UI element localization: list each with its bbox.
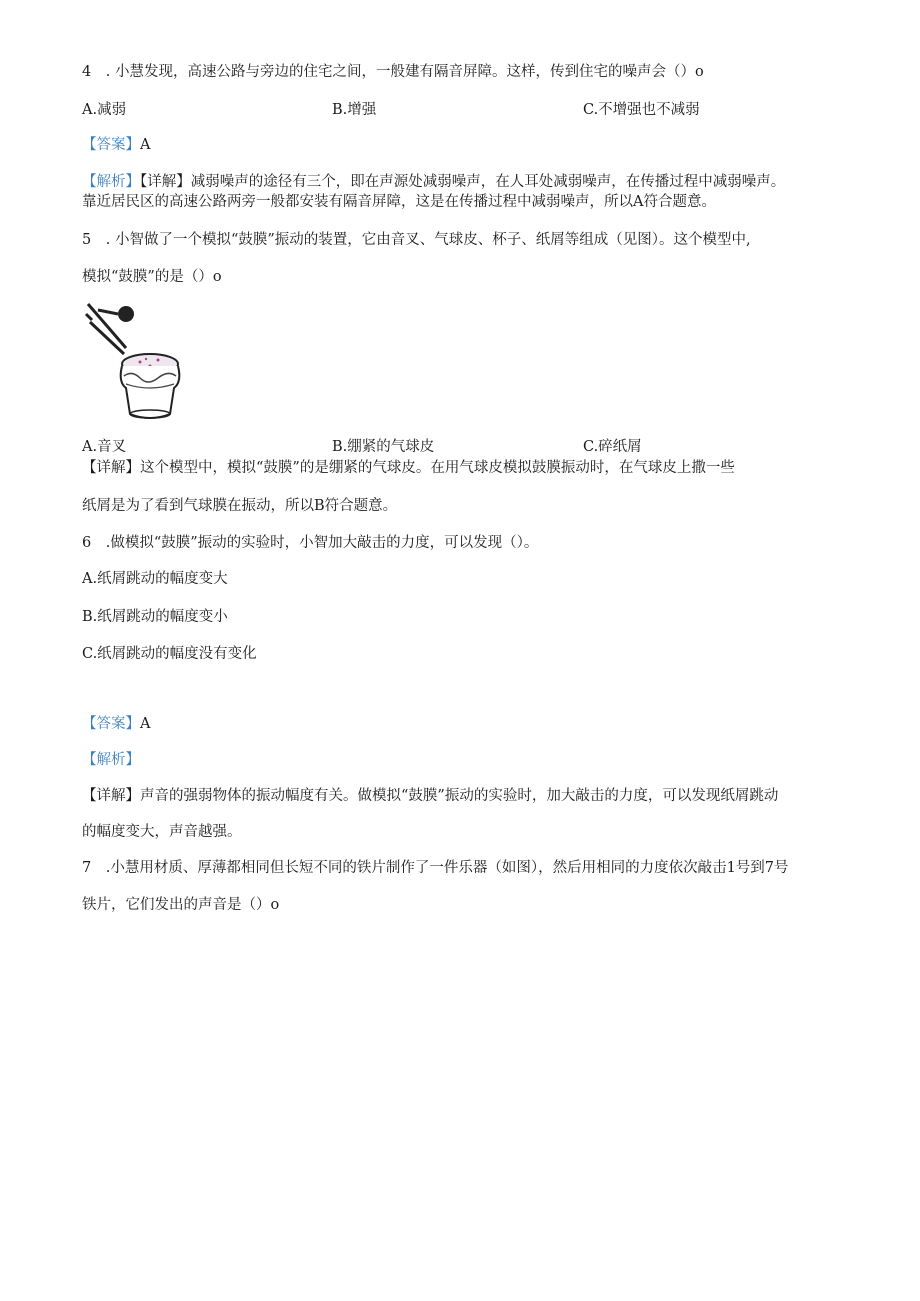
q4-option-c: C.不增强也不减弱 xyxy=(583,102,700,118)
q5-stem-line2: 模拟“鼓膜”的是（）o xyxy=(82,269,222,285)
answer-value: A xyxy=(140,137,151,153)
q4-option-b: B.增强 xyxy=(332,102,377,118)
q5-option-b: B.绷紧的气球皮 xyxy=(332,439,435,455)
analysis-tag: 【解析】 xyxy=(82,174,140,190)
q5-option-a: A.音叉 xyxy=(82,439,127,455)
answer-tag: 【答案】 xyxy=(82,137,140,153)
q4-option-a: A.减弱 xyxy=(82,102,127,118)
q6-detail-line1: 【详解】声音的强弱物体的振动幅度有关。做模拟“鼓膜”振动的实验时，加大敲击的力度，可以发现纸屑跳动 xyxy=(82,788,779,804)
q6-analysis-tag: 【解析】 xyxy=(82,752,140,768)
tuning-fork-drum-model-illustration xyxy=(84,296,194,424)
q4-stem: 4 . 小慧发现，高速公路与旁边的住宅之间，一般建有隔音屏障。这样，传到住宅的噪声会（）o xyxy=(82,64,704,80)
q4-analysis-line2: 靠近居民区的高速公路两旁一般都安装有隔音屏障，这是在传播过程中减弱噪声，所以A符合题意。 xyxy=(82,194,716,210)
q6-option-b: B.纸屑跳动的幅度变小 xyxy=(82,609,228,625)
answer-value: A xyxy=(140,716,151,732)
q6-option-a: A.纸屑跳动的幅度变大 xyxy=(82,571,228,587)
q6-answer xyxy=(82,714,150,734)
tuning-fork-cup-figure xyxy=(84,296,194,424)
q5-option-c: C.碎纸屑 xyxy=(583,439,642,455)
q6-option-c: C.纸屑跳动的幅度没有变化 xyxy=(82,646,257,662)
q5-detail-line1: 【详解】这个模型中，模拟“鼓膜”的是绷紧的气球皮。在用气球皮模拟鼓膜振动时，在气球皮上撒一些 xyxy=(82,460,735,476)
analysis-text: 【详解】减弱噪声的途径有三个，即在声源处减弱噪声，在人耳处减弱噪声，在传播过程中减弱噪声。 xyxy=(140,174,786,190)
q7-stem-line2: 铁片，它们发出的声音是（）o xyxy=(82,897,280,913)
q7-stem-line1: 7 .小慧用材质、厚薄都相同但长短不同的铁片制作了一件乐器（如图），然后用相同的力度依次敲击1号到7号 xyxy=(82,860,789,876)
q5-detail-line2: 纸屑是为了看到气球膜在振动，所以B符合题意。 xyxy=(82,498,398,514)
q4-answer xyxy=(82,135,150,155)
q6-stem: 6 .做模拟“鼓膜”振动的实验时，小智加大敲击的力度，可以发现（）。 xyxy=(82,535,539,551)
answer-tag: 【答案】 xyxy=(82,716,140,732)
q4-analysis-line1 xyxy=(82,172,785,192)
q5-stem-line1: 5 . 小智做了一个模拟“鼓膜”振动的装置，它由音叉、气球皮、杯子、纸屑等组成（见图）。这个模型中, xyxy=(82,232,751,248)
q6-detail-line2: 的幅度变大，声音越强。 xyxy=(82,824,242,840)
